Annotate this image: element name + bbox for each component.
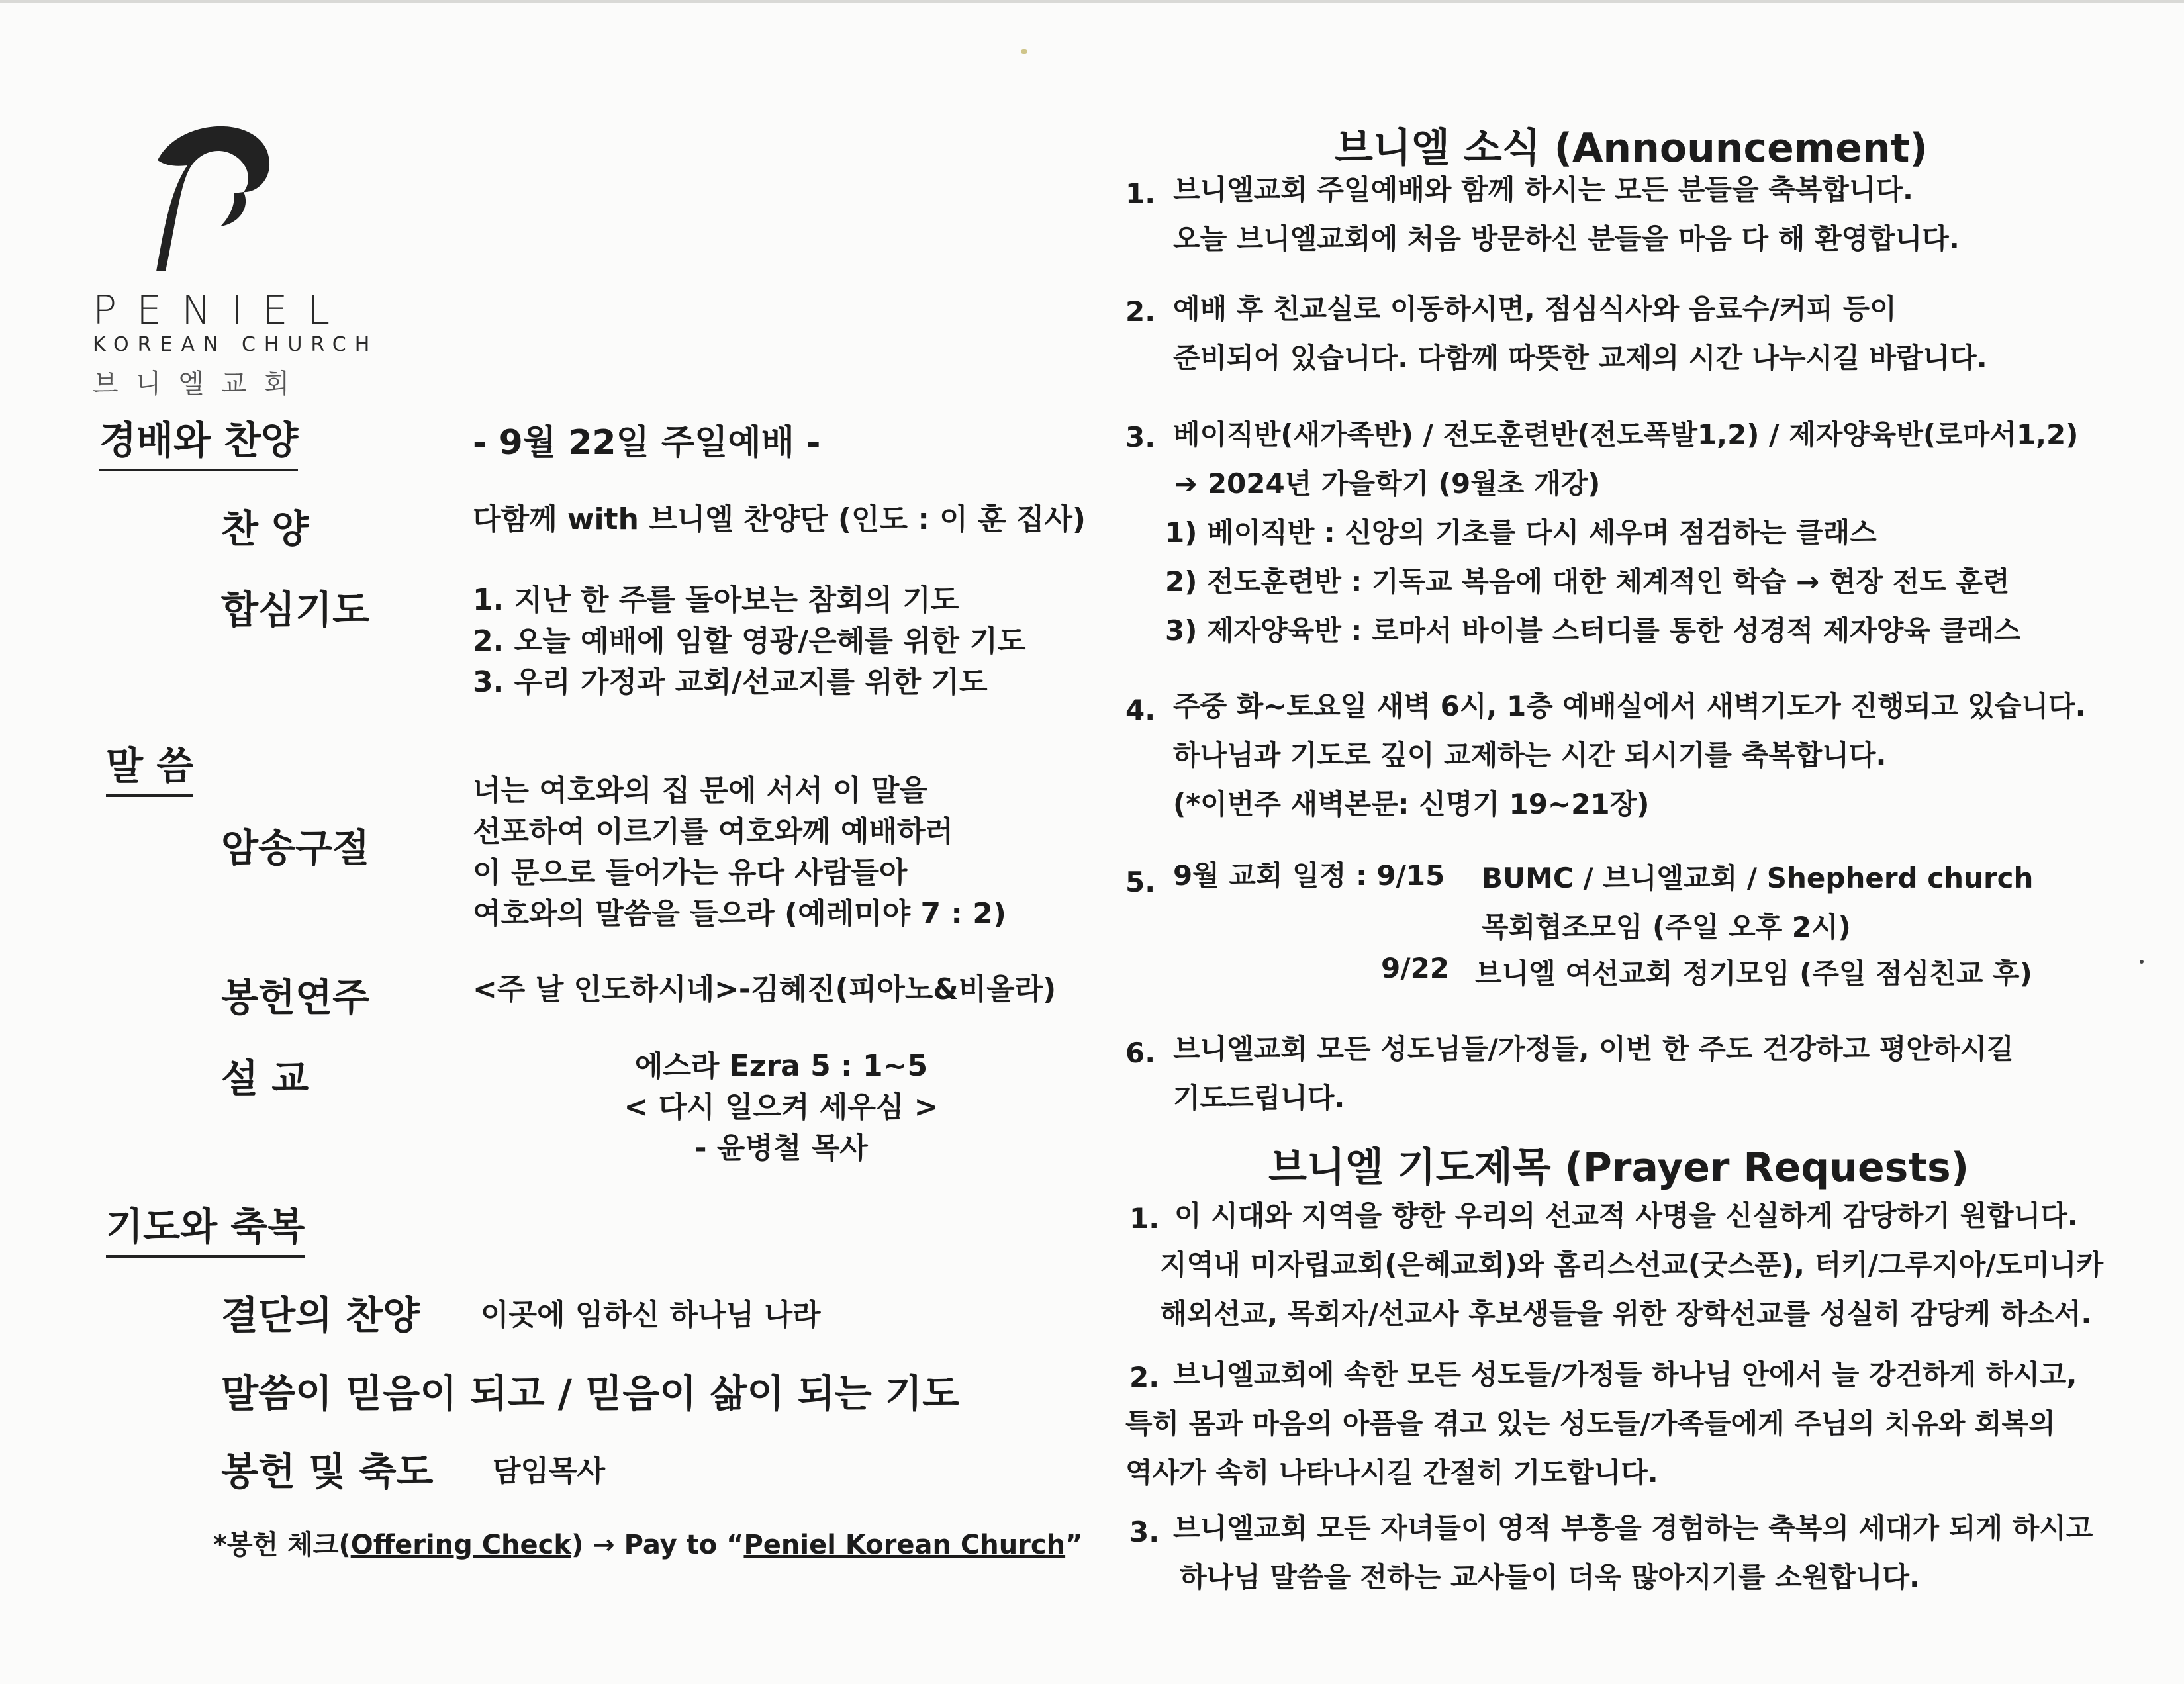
announce-item-3 bbox=[1173, 410, 2078, 508]
schedule-label: 9월 교회 일정 : 9/15 bbox=[1173, 859, 1445, 892]
class-item: 3) 제자양육반 : 로마서 바이블 스터디를 통한 성경적 제자양육 클래스 bbox=[1165, 614, 2021, 647]
offering-music-text: <주 날 인도하시네>-김혜진(피아노&비올라) bbox=[473, 972, 1057, 1006]
schedule-date-2: 9/22 bbox=[1381, 952, 1450, 984]
class-item: 1) 베이직반 : 신앙의 기초를 다시 세우며 점검하는 클래스 bbox=[1165, 516, 1877, 549]
section-word-heading: 말 씀 bbox=[106, 735, 193, 797]
prayer-requests-title: 브니엘 기도제목 (Prayer Requests) bbox=[1268, 1145, 1970, 1191]
prayer-request-line: 해외선교, 목회자/선교사 후보생들을 위한 장학선교를 성실히 감당케 하소서. bbox=[1160, 1297, 2092, 1330]
prayer-request-num: 1. bbox=[1129, 1202, 1160, 1235]
prayer-request-line: 브니엘교회 모든 자녀들이 영적 부흥을 경험하는 축복의 세대가 되게 하시고 bbox=[1173, 1512, 2093, 1544]
logo-subtitle-en: KOREAN CHURCH bbox=[93, 333, 379, 356]
praise-text: 다함께 with 브니엘 찬양단 (인도 : 이 훈 집사) bbox=[473, 502, 1086, 536]
announce-num: 3. bbox=[1125, 421, 1156, 453]
announce-line: (*이번주 새벽본문: 신명기 19~21장) bbox=[1173, 788, 1650, 820]
prayer-request-num: 2. bbox=[1129, 1361, 1160, 1393]
benediction-text: 담임목사 bbox=[493, 1454, 606, 1488]
announce-line: 주중 화~토요일 새벽 6시, 1층 예배실에서 새벽기도가 진행되고 있습니다. bbox=[1173, 690, 2086, 722]
note-suffix: ” bbox=[1065, 1530, 1083, 1560]
scan-edge bbox=[0, 0, 2184, 3]
memory-verse-line: 여호와의 말씀을 들으라 (예레미야 7 : 2) bbox=[473, 897, 1007, 931]
prayer-request-line: 지역내 미자립교회(은혜교회)와 홈리스선교(굿스푼), 터키/그루지아/도미니카 bbox=[1160, 1248, 2104, 1281]
offering-check-note bbox=[213, 1524, 1082, 1562]
sermon-line: < 다시 일으켜 세우심 > bbox=[624, 1090, 939, 1124]
prayer-label: 합심기도 bbox=[221, 587, 370, 632]
schedule-event-line: 목회협조모임 (주일 오후 2시) bbox=[1482, 911, 1851, 943]
memory-verse-line: 너는 여호와의 집 문에 서서 이 말을 bbox=[473, 774, 927, 808]
word-prayer-line: 말씀이 믿음이 되고 / 믿음이 삶이 되는 기도 bbox=[221, 1371, 960, 1416]
announce-line: 오늘 브니엘교회에 처음 방문하신 분들을 마음 다 해 환영합니다. bbox=[1173, 222, 1960, 255]
note-middle: ) → Pay to “ bbox=[571, 1530, 744, 1560]
schedule-event-2: 브니엘 여선교회 정기모임 (주일 점심친교 후) bbox=[1475, 957, 2032, 990]
note-payee: Peniel Korean Church bbox=[743, 1530, 1066, 1560]
sermon-text bbox=[569, 1046, 993, 1169]
prayer-item: 1. 지난 한 주를 돌아보는 참회의 기도 bbox=[473, 583, 959, 617]
scan-dot bbox=[2140, 960, 2144, 964]
section-worship-heading: 경배와 찬양 bbox=[99, 409, 298, 471]
announce-item-6 bbox=[1173, 1025, 2014, 1123]
offering-music-label: 봉헌연주 bbox=[221, 975, 370, 1020]
sermon-label: 설 교 bbox=[221, 1056, 309, 1101]
scan-speck bbox=[1021, 49, 1027, 54]
closing-hymn-text: 이곳에 임하신 하나님 나라 bbox=[481, 1298, 821, 1332]
prayer-request-line: 브니엘교회에 속한 모든 성도들/가정들 하나님 안에서 늘 강건하게 하시고, bbox=[1173, 1358, 2077, 1391]
announce-line: 예배 후 친교실로 이동하시면, 점심식사와 음료수/커피 등이 bbox=[1173, 293, 1897, 325]
announce-line: 준비되어 있습니다. 다함께 따뜻한 교제의 시간 나누시길 바랍니다. bbox=[1173, 342, 1987, 374]
note-offering-check: Offering Check bbox=[350, 1530, 571, 1560]
memory-verse-label: 암송구절 bbox=[221, 825, 370, 870]
announce-class-list bbox=[1165, 508, 2020, 655]
prayer-request-num: 3. bbox=[1129, 1516, 1160, 1548]
announce-line: 베이직반(새가족반) / 전도훈련반(전도폭발1,2) / 제자양육반(로마서1,2) bbox=[1173, 418, 2079, 451]
class-item: 2) 전도훈련반 : 기독교 복음에 대한 체계적인 학습 → 현장 전도 훈련 bbox=[1165, 565, 2010, 598]
prayer-request-line: 특히 몸과 마음의 아픔을 겪고 있는 성도들/가족들에게 주님의 치유와 회복의 bbox=[1125, 1407, 2056, 1440]
announce-line: 하나님과 기도로 깊이 교제하는 시간 되시기를 축복합니다. bbox=[1173, 739, 1887, 771]
announce-item-4 bbox=[1173, 682, 2086, 829]
announce-line: 브니엘교회 모든 성도님들/가정들, 이번 한 주도 건강하고 평안하시길 bbox=[1173, 1033, 2014, 1065]
section-prayer-blessing-heading: 기도와 축복 bbox=[106, 1195, 305, 1258]
prayer-request-line: 하나님 말씀을 전하는 교사들이 더욱 많아지기를 소원합니다. bbox=[1180, 1561, 1920, 1593]
logo-name-kr: 브니엘교회 bbox=[93, 369, 307, 399]
prayer-list bbox=[473, 580, 1025, 703]
announcement-title: 브니엘 소식 (Announcement) bbox=[1335, 125, 1928, 171]
sermon-line: 에스라 Ezra 5 : 1~5 bbox=[634, 1049, 928, 1083]
logo-name-en: PENIEL bbox=[93, 287, 350, 334]
announce-num: 1. bbox=[1125, 177, 1156, 210]
announce-num: 4. bbox=[1125, 694, 1156, 726]
schedule-event-1 bbox=[1482, 854, 2033, 952]
announce-num: 2. bbox=[1125, 295, 1156, 328]
announce-line: 기도드립니다. bbox=[1173, 1082, 1345, 1114]
announce-line: 브니엘교회 주일예배와 함께 하시는 모든 분들을 축복합니다. bbox=[1173, 173, 1913, 206]
note-prefix: *봉헌 체크( bbox=[213, 1530, 351, 1560]
announce-arrow-line: ➔ 2024년 가을학기 (9월초 개강) bbox=[1174, 467, 1601, 500]
prayer-request-1 bbox=[1160, 1192, 2103, 1338]
announce-item-1 bbox=[1173, 165, 1960, 263]
closing-hymn-label: 결단의 찬양 bbox=[221, 1293, 420, 1338]
praise-label: 찬 양 bbox=[221, 506, 309, 551]
prayer-request-3 bbox=[1173, 1504, 2093, 1602]
announce-num: 5. bbox=[1125, 866, 1156, 898]
schedule-event-line: BUMC / 브니엘교회 / Shepherd church bbox=[1482, 862, 2034, 894]
service-date-title: - 9월 22일 주일예배 - bbox=[473, 423, 821, 463]
memory-verse-text bbox=[473, 771, 1006, 935]
announce-num: 6. bbox=[1125, 1037, 1156, 1069]
announce-item-2 bbox=[1173, 285, 1987, 383]
prayer-item: 2. 오늘 예배에 임할 영광/은혜를 위한 기도 bbox=[473, 624, 1026, 658]
sermon-line: - 윤병철 목사 bbox=[694, 1131, 868, 1165]
benediction-label: 봉헌 및 축도 bbox=[221, 1449, 434, 1494]
peniel-p-logo-icon bbox=[151, 114, 277, 273]
memory-verse-line: 선포하여 이르기를 여호와께 예배하러 bbox=[473, 815, 954, 849]
prayer-item: 3. 우리 가정과 교회/선교지를 위한 기도 bbox=[473, 665, 988, 699]
memory-verse-line: 이 문으로 들어가는 유다 사람들아 bbox=[473, 856, 908, 890]
prayer-request-line: 이 시대와 지역을 향한 우리의 선교적 사명을 신실하게 감당하기 원합니다. bbox=[1174, 1199, 2078, 1232]
prayer-request-2 bbox=[1125, 1350, 2077, 1497]
prayer-request-line: 역사가 속히 나타나시길 간절히 기도합니다. bbox=[1125, 1456, 1658, 1489]
